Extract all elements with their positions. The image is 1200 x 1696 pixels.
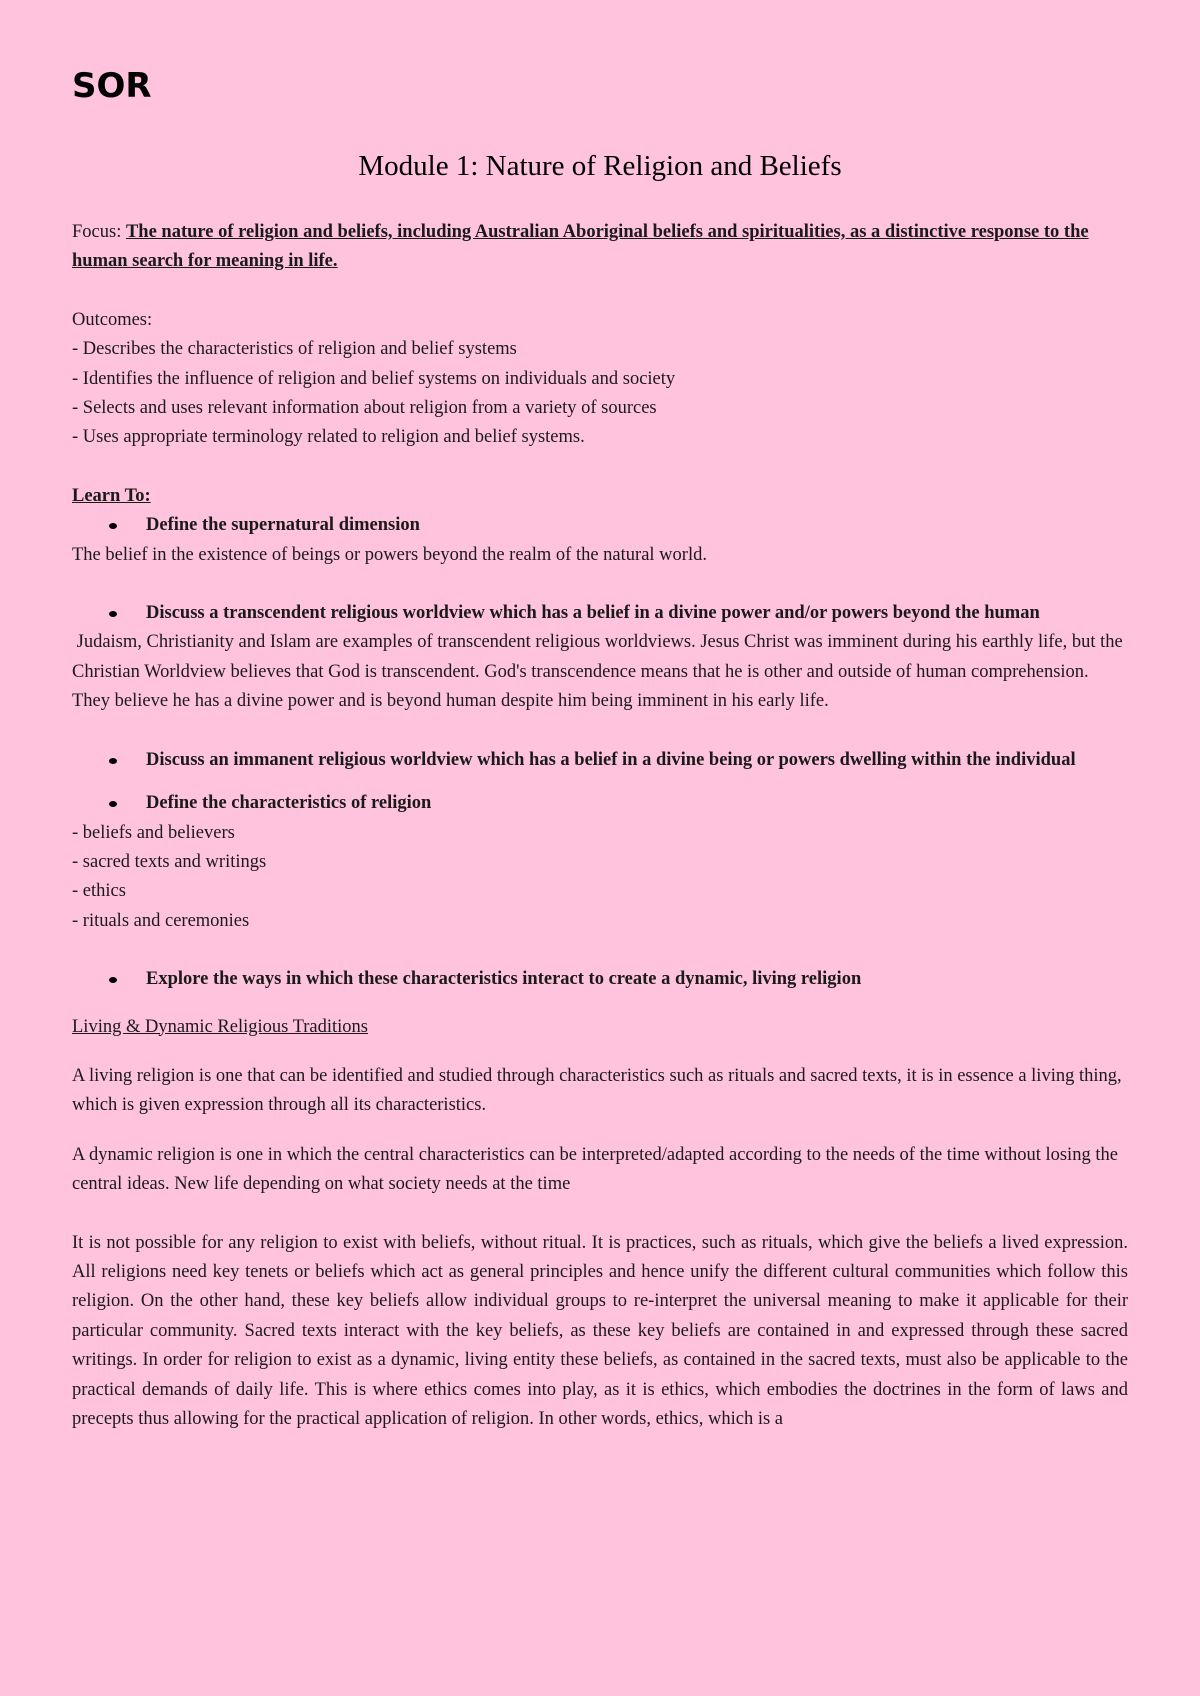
bullet-dot-icon [109,523,117,529]
outcome-item: - Selects and uses relevant information about religion from a variety of sources [72,398,657,419]
focus-text: The nature of religion and beliefs, including Australian Aboriginal beliefs and spiritualities, as a distinctive response to the human search for meaning in life. [72,222,1089,272]
bullet-transcendent [72,599,1128,628]
living-religion-paragraph: A living religion is one that can be identified and studied through characteristics such as rituals and sacred texts, it is in essence a living thing, which is given expression through all its characteristics. [72,1065,1122,1116]
bullet-explore [72,965,1128,994]
bullet-text: Discuss a transcendent religious worldview which has a belief in a divine power and/or powers beyond the human [146,603,1040,624]
characteristic-item: - rituals and ceremonies [72,910,250,931]
learn-to-heading: Learn To: [72,485,151,506]
bullet-dot-icon [109,801,117,807]
dynamic-religion-paragraph: A dynamic religion is one in which the central characteristics can be interpreted/adapted according to the needs of the time without losing the central ideas. New life depending on what society needs at the time [72,1144,1118,1195]
characteristic-item: - beliefs and believers [72,822,235,843]
bullet-immanent [72,746,1128,775]
outcome-item: - Uses appropriate terminology related to religion and belief systems. [72,427,585,448]
focus-paragraph [72,218,1128,277]
ritual-paragraph: It is not possible for any religion to exist with beliefs, without ritual. It is practices, such as rituals, which give the beliefs a lived expression. All religions need key tenets or beliefs which act as general principles and hence unify the different cultural communities which follow this religion. On the other hand, these key beliefs allow individual groups to re-interpret the universal meaning to make it applicable for their particular community. Sacred texts interact with the key beliefs, as these key beliefs are contained in and expressed through these sacred writings. In order for religion to exist as a dynamic, living entity these beliefs, as contained in the sacred texts, must also be applicable to the practical demands of daily life. This is where ethics comes into play, as it is ethics, which embodies the doctrines in the form of laws and precepts thus allowing for the practical application of religion. In other words, ethics, which is a [72,1232,1128,1429]
characteristic-item: - ethics [72,881,126,902]
bullet-text: Define the characteristics of religion [146,793,432,814]
bullet-dot-icon [109,611,117,617]
bullet-dot-icon [109,977,117,983]
supernatural-definition: The belief in the existence of beings or powers beyond the realm of the natural world. [72,544,707,565]
transcendent-paragraph: Judaism, Christianity and Islam are examples of transcendent religious worldviews. Jesus Christ was imminent during his earthly life, but the Christian Worldview believes that God is transcendent. God's transcendence means that he is other and outside of human comprehension. They believe he has a divine power and is beyond human despite him being imminent in his early life. [72,632,1128,712]
characteristic-item: - sacred texts and writings [72,851,267,872]
bullet-text: Define the supernatural dimension [146,515,420,536]
bullet-supernatural [72,511,1128,540]
bullet-characteristics [72,789,1128,818]
bullet-text: Discuss an immanent religious worldview which has a belief in a divine being or powers dwelling within the individual [146,749,1076,770]
bullet-text: Explore the ways in which these characteristics interact to create a dynamic, living religion [146,969,862,990]
living-dynamic-heading: Living & Dynamic Religious Traditions [72,1016,369,1037]
focus-label: Focus: [72,222,122,242]
document-page [72,66,1128,1434]
outcome-item: - Identifies the influence of religion and belief systems on individuals and society [72,368,676,389]
outcomes-label: Outcomes: [72,309,153,330]
outcome-item: - Describes the characteristics of religion and belief systems [72,339,517,360]
bullet-dot-icon [109,758,117,764]
module-title: Module 1: Nature of Religion and Beliefs [358,150,842,182]
document-title: SOR [72,66,152,106]
